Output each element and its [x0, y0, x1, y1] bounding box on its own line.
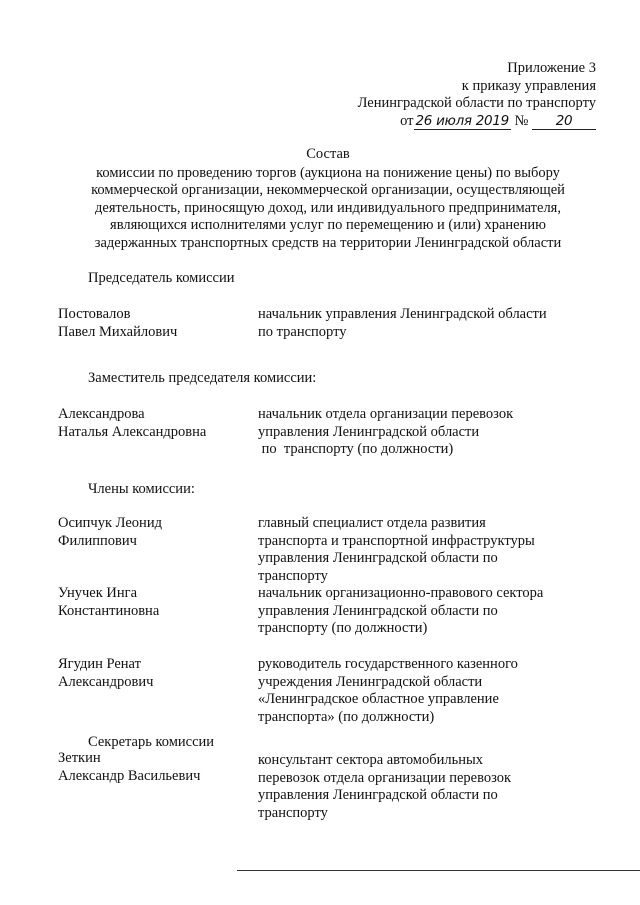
position-line: управления Ленинградской области по — [258, 787, 498, 803]
secretary-label: Секретарь комиссии — [88, 734, 215, 750]
given-names: Константиновна — [58, 602, 160, 619]
title-line: деятельность, приносящую доход, или индивидуального предпринимателя, — [95, 199, 561, 216]
position-line: по транспорту — [258, 323, 347, 340]
position-line: консультант сектора автомобильных — [258, 752, 483, 768]
handwritten-number: 20 — [532, 114, 596, 130]
chairman-position — [258, 306, 608, 341]
position-line: транспорту — [258, 567, 328, 584]
member-position — [258, 585, 608, 638]
position-line: транспорту (по должности) — [258, 620, 428, 636]
title-line: комиссии по проведению торгов (аукциона на понижение цены) по выбору — [96, 164, 560, 181]
position-line: управления Ленинградской области по — [258, 550, 498, 566]
date-prefix: от — [400, 112, 414, 129]
given-names: Наталья Александровна — [58, 423, 207, 440]
member-name — [58, 656, 258, 691]
surname: Постовалов — [58, 306, 131, 322]
title-line: коммерческой организации, некоммерческой организации, осуществляющей — [91, 182, 565, 198]
chairman-label: Председатель комиссии — [88, 270, 235, 286]
given-names: Павел Михайлович — [58, 323, 178, 340]
given-names: Александрович — [58, 673, 154, 690]
handwritten-date: 26 июля 2019 — [415, 112, 509, 129]
member-name — [58, 585, 258, 620]
position-line: начальник отдела организации перевозок — [258, 406, 514, 422]
member-position — [258, 656, 608, 726]
secretary-name — [58, 750, 258, 785]
surname: Унучек Инга — [58, 585, 138, 601]
annex-date-line — [358, 113, 596, 133]
given-names: Александр Васильевич — [58, 767, 201, 784]
member-position — [258, 515, 608, 585]
surname: Осипчук Леонид — [58, 515, 162, 531]
bottom-rule — [237, 870, 640, 871]
number-sign: № — [514, 112, 529, 129]
position-line: транспорта» (по должности) — [258, 708, 435, 725]
deputy-position — [258, 406, 608, 459]
members-label: Члены комиссии: — [88, 481, 195, 497]
position-line: начальник управления Ленинградской области — [258, 306, 547, 322]
surname: Зеткин — [58, 750, 101, 766]
annex-header — [358, 60, 596, 133]
given-names: Филиппович — [58, 532, 137, 549]
member-name — [58, 515, 258, 550]
position-line: управления Ленинградской области — [258, 423, 480, 440]
position-line: «Ленинградское областное управление — [258, 691, 499, 707]
position-line: по транспорту (по должности) — [258, 441, 454, 457]
position-line: управления Ленинградской области по — [258, 602, 498, 619]
deputy-label: Заместитель председателя комиссии: — [88, 370, 317, 386]
position-line: главный специалист отдела развития — [258, 515, 486, 531]
position-line: руководитель государственного казенного — [258, 656, 518, 672]
secretary-position — [258, 752, 608, 822]
title-line: являющихся исполнителями услуг по перемещению и (или) хранению — [110, 217, 546, 233]
annex-authority: Ленинградской области по транспорту — [357, 95, 596, 111]
document-title — [58, 146, 598, 252]
chairman-name — [58, 306, 258, 341]
annex-order-ref: к приказу управления — [461, 77, 596, 94]
surname: Ягудин Ренат — [58, 656, 141, 672]
position-line: учреждения Ленинградской области — [258, 673, 483, 690]
annex-title: Приложение 3 — [507, 60, 596, 76]
deputy-name — [58, 406, 258, 441]
position-line: транспорта и транспортной инфраструктуры — [258, 532, 535, 549]
position-line: транспорту — [258, 804, 328, 821]
position-line: начальник организационно-правового сектора — [258, 585, 544, 601]
title-line: задержанных транспортных средств на территории Ленинградской области — [94, 234, 562, 251]
title-heading: Состав — [306, 146, 350, 162]
position-line: перевозок отдела организации перевозок — [258, 769, 512, 786]
surname: Александрова — [58, 406, 145, 422]
